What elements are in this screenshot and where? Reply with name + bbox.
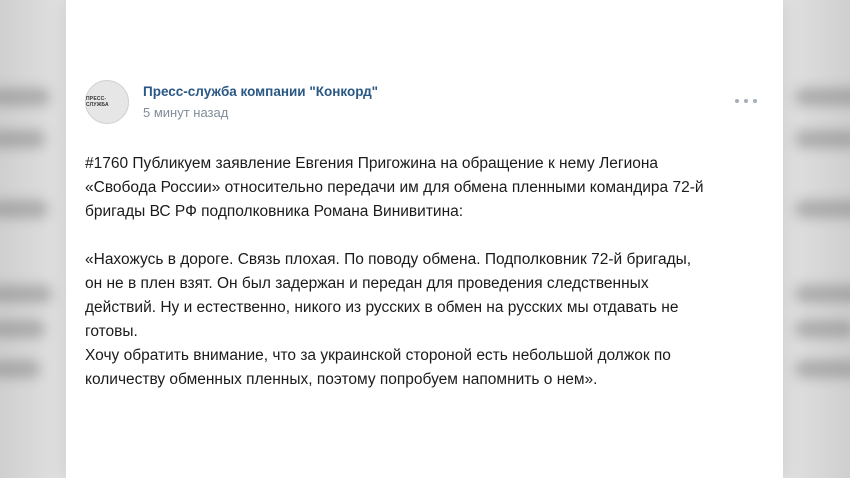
avatar[interactable]	[85, 80, 129, 124]
avatar-label: ПРЕСС-СЛУЖБА	[86, 96, 109, 108]
post-line: «Нахожусь в дороге. Связь плохая. По поводу обмена. Подполковник 72-й бригады,	[85, 251, 692, 268]
post-card	[66, 0, 783, 478]
post-line: действий. Ну и естественно, никого из русских в обмен на русских мы отдавать не	[85, 299, 679, 316]
post-line: Хочу обратить внимание, что за украинской стороной есть небольшой должок по	[85, 347, 671, 364]
post-line: готовы.	[85, 323, 138, 340]
post-line: количеству обменных пленных, поэтому попробуем напомнить о нем».	[85, 371, 598, 388]
post-timestamp[interactable]: 5 минут назад	[143, 105, 229, 120]
post-author-link[interactable]: Пресс-служба компании "Конкорд"	[143, 84, 379, 99]
more-horizontal-icon[interactable]	[735, 94, 757, 108]
post-line: он не в плен взят. Он был задержан и передан для проведения следственных	[85, 275, 649, 292]
dot-icon	[753, 99, 757, 103]
post-line: бригады ВС РФ подполковника Романа Винивитина:	[85, 203, 464, 220]
post-text	[85, 152, 775, 392]
dot-icon	[735, 99, 739, 103]
post-line: #1760 Публикуем заявление Евгения Пригожина на обращение к нему Легиона	[85, 155, 659, 172]
post-line: «Свобода России» относительно передачи им для обмена пленными командира 72-й	[85, 179, 704, 196]
dot-icon	[744, 99, 748, 103]
